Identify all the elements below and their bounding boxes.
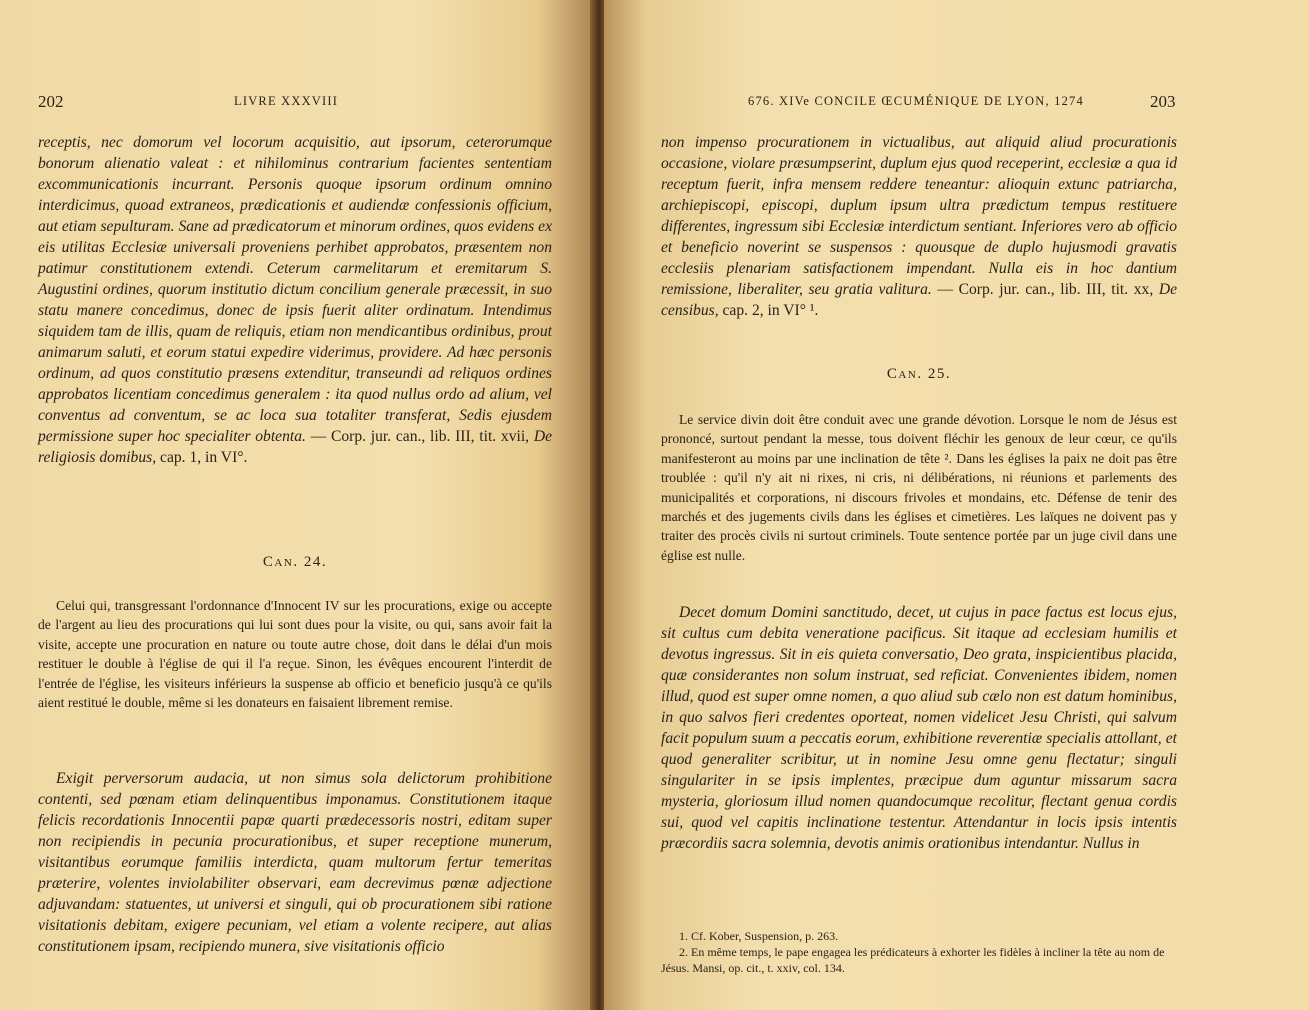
latin-reference-title: De censibus, — [661, 281, 1177, 319]
left-page — [0, 0, 596, 1010]
left-page-number: 202 — [38, 92, 64, 111]
right-page-number: 203 — [1150, 92, 1176, 111]
left-running-header: LIVRE XXXVIII — [234, 94, 339, 108]
footnote-1: 1. Cf. Kober, Suspension, p. 263. — [679, 929, 839, 943]
latin-canon-24: Exigit perversorum audacia, ut non simus sola delictorum prohibitione contenti, sed pœnam etiam delinquentibus imponamus. Constitutionem itaque felicis recordationis Innocentii papæ quarti prædecessoris nostri, editam super non recipiendis in pecunia procurationibus, et super receptione munerum, visitantibus eorumque familiis interdicta, quam multorum fertur temeritas præterire, volentes inviolabiliter observari, eam decrevimus pœnæ adjectione adjuvandam: statuentes, ut universi et singuli, qui ob procurationem sibi ratione visitationis debitam, exigere pecuniam, vel etiam a volente recipere, aut alias constitutionem ipsam, recipiendo munera, sive visitationis officio — [38, 770, 552, 955]
left-latin-continuation — [38, 132, 552, 468]
footnotes — [661, 928, 1177, 976]
right-latin-continuation — [661, 132, 1177, 321]
latin-reference: — Corp. jur. can., lib. III, tit. xx, — [937, 281, 1154, 298]
latin-passage: non impenso procurationem in victualibus, aut aliquid aliud procurationis occasione, violare præsumpserint, duplum ejus quod receperint, ecclesiæ a qua id receptum fuerit, infra mensem reddere teneantur: alioquin extunc patriarcha, archiepiscopi, episcopi, duplum ipsum ultra prædictum tempus restituere differentes, ingressum sibi Ecclesiæ interdictum sentiant. Inferiores vero ab officio et beneficio noverint se suspensos : quousque de duplo hujusmodi gravatis ecclesiis plenariam satisfactionem impendant. Nulla eis in hoc dantium remissione, liberaliter, seu gratia valitura. — [661, 134, 1177, 298]
canon-heading-25: Can. 25. — [886, 366, 952, 382]
footnote-2: 2. En même temps, le pape engagea les prédicateurs à exhorter les fidèles à incliner la tête au nom de Jésus. Mansi, op. cit., t. xxiv, col. 134. — [661, 945, 1165, 975]
latin-passage: receptis, nec domorum vel locorum acquisitio, aut ipsorum, ceterorumque bonorum alienatio valeat : et nihilominus contrarium facientes sententiam excommunicationis incurrant. Personis quoque ipsorum ordinum omnino interdicimus, quoad extraneos, prædicationis et audiendæ confessionis officium, aut etiam sepulturam. Sane ad prædicatorum et minorum ordines, quos evidens ex eis utilitas Ecclesiæ universali proveniens perhibet approbatos, præsentem non patimur constitutionem extendi. Ceterum carmelitarum et eremitarum S. Augustini ordines, quorum institutio dictum concilium generale præcessit, in suo statu manere concedimus, donec de ipsis fuerit aliter ordinatum. Intendimus siquidem tam de illis, quam de reliquis, etiam non mendicantibus ordinibus, prout animarum saluti, et eorum statui expedire viderimus, providere. Ad hæc personis ordinum, ad quos constitutio præsens extenditur, transeundi ad reliquos ordines approbatos licentiam concedimus generalem : ita quod nullus ordo ad alium, vel conventus ad conventum, se ac loca sua totaliter transferat, Sedis ejusdem permissione super hoc specialiter obtenta. — [38, 134, 552, 445]
french-summary-25: Le service divin doit être conduit avec une grande dévotion. Lorsque le nom de Jésus est prononcé, surtout pendant la messe, tous doivent fléchir les genoux de leur cœur, ce qu'ils manifesteront au moins par une inclination de tête ². Dans les églises la paix ne doit pas être troublée : qu'il n'y ait ni rixes, ni cris, ni délibérations, ni réunions et parlements des municipalités et corporations, ni discours frivoles et mondains, etc. Défense de tenir des marchés et des jugements civils dans les églises et cimetières. Les laïques ne doivent pas y traiter des procès civils ni surtout criminels. Toute sentence portée par un juge civil dans une église est nulle. — [661, 412, 1177, 563]
latin-reference-end: cap. 1, in VI°. — [160, 449, 248, 466]
canon-heading-24: Can. 24. — [262, 554, 328, 570]
french-summary-24: Celui qui, transgressant l'ordonnance d'Innocent IV sur les procurations, exige ou accepte de l'argent au lieu des procurations qui lui sont dues pour la visite, ou qui, sans avoir fait la visite, accepte une procuration en nature ou toute autre chose, doit dans le délai d'un mois restituer le double à l'église de qui il l'a reçue. Sinon, les évêques encourent l'interdit de l'entrée de l'église, les visiteurs inférieurs la suspense ab officio et beneficio jusqu'à ce qu'ils aient restitué le double, même si les donateurs en faisaient librement remise. — [38, 598, 552, 711]
right-running-header: 676. XIVe CONCILE ŒCUMÉNIQUE DE LYON, 1274 — [748, 94, 1084, 108]
right-page — [604, 0, 1309, 1010]
latin-reference-end: cap. 2, in VI° ¹. — [722, 302, 819, 319]
latin-reference: — Corp. jur. can., lib. III, tit. xvii, — [310, 428, 530, 445]
latin-canon-25: Decet domum Domini sanctitudo, decet, ut cujus in pace factus est locus ejus, sit cultus cum debita veneratione pacificus. Sit itaque ad ecclesiam humilis et devotus ingressus. Sit in eis quieta conversatio, Deo grata, inspicientibus placida, quæ considerantes non solum instruat, sed reficiat. Convenientes ibidem, nomen illud, quod est super omne nomen, a quo aliud sub cælo non est datum hominibus, in quo salvos fieri credentes oporteat, nomen videlicet Jesu Christi, qui salvum facit populum suum a peccatis eorum, exhibitione reverentiæ specialis attollant, et quod generaliter scribitur, ut in nomine Jesu omne genu flectatur; singuli singulariter in se ipsis implentes, præcipue dum aguntur missarum sacra mysteria, gloriosum illud nomen quandocumque recolitur, flectant genua cordis sui, quod vel capitis inclinatione testentur. Attendantur in locis ipsis intentis præcordiis sacra solemnia, devotis animis orationibus intendantur. Nullus in — [661, 604, 1177, 852]
latin-reference-title: De religiosis domibus, — [38, 428, 553, 466]
